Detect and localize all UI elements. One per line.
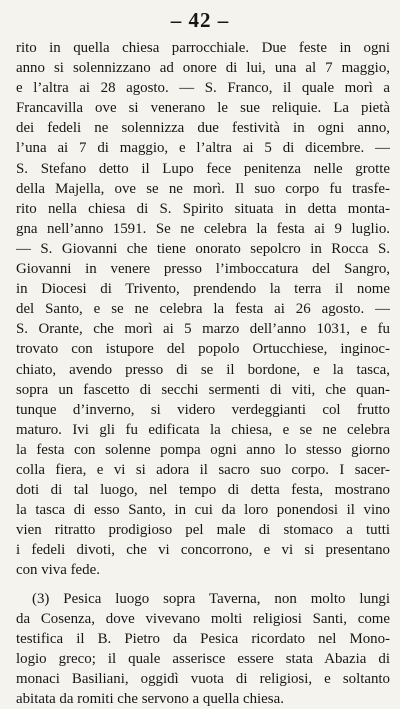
text-line: l’una ai 7 di maggio, e l’altra ai 5 di dicembre. — (16, 140, 390, 157)
paragraph-2 (16, 589, 390, 709)
text-line: la tasca di esso Santo, in cui da loro ponendosi il vino (16, 502, 390, 519)
text-line: logio greco; il quale asserisce essere stata Abazia di (16, 650, 390, 667)
text-line: Francavilla ove si venerano le sue reliquie. La pietà (16, 100, 390, 117)
paragraph-gap (16, 581, 390, 589)
text-line: e l’altra ai 28 agosto. — S. Franco, il quale morì a (16, 80, 390, 97)
text-line: gna nell’anno 1591. Se ne celebra la festa ai 9 luglio. (16, 220, 390, 237)
text-line: S. Orante, che morì ai 5 marzo dell’anno 1031, e fu (16, 321, 390, 338)
page-number: – 42 – (170, 8, 230, 32)
text-line: chiato, avendo presso di se il bordone, e la tasca, (16, 361, 390, 378)
text-line: dei fedeli ne solennizza due festività in ogni anno, (16, 120, 390, 137)
text-line: tunque d’inverno, si videro verdeggianti col frutto (16, 401, 390, 418)
text-line: maturo. Ivi gli fu edificata la chiesa, e se ne celebra (16, 421, 390, 438)
text-line: in Diocesi di Trivento, prendendo la terra il nome (16, 281, 390, 298)
text-line: anno si solennizzano ad onore di lui, una al 7 maggio, (16, 60, 390, 77)
text-line: doti di tal luogo, nel tempo di detta festa, mostrano (16, 482, 390, 499)
text-line: abitata da romiti che servono a quella chiesa. (16, 691, 284, 707)
text-line: (3) Pesica luogo sopra Taverna, non molto lungi (32, 590, 390, 607)
text-line: Giovanni in venere presso l’imboccatura del Sangro, (16, 261, 390, 278)
text-line: rito in quella chiesa parrocchiale. Due feste in ogni (16, 40, 390, 56)
text-line: rito nella chiesa di S. Spirito situata in detta monta- (16, 200, 390, 217)
paragraph-1 (16, 38, 390, 581)
text-line: monaci Basiliani, oggidì vuota di religiosi, e soltanto (16, 670, 390, 687)
text-line: — S. Giovanni che tiene onorato sepolcro in Rocca S. (16, 240, 390, 257)
text-line: colla fiera, e vi si adora il sacro suo corpo. I sacer- (16, 461, 390, 478)
text-line: i fedeli divoti, che vi concorrono, e vi si presentano (16, 542, 390, 559)
page-body (16, 38, 390, 709)
text-line: testifica il B. Pietro da Pesica ricordato nel Mono- (16, 630, 390, 647)
text-line: sopra un fascetto di secchi sermenti di viti, che quan- (16, 381, 390, 398)
text-line: vien ritratto prodigioso pel male di stomaco a tutti (16, 522, 390, 539)
text-line: S. Stefano detto il Lupo fece penitenza nelle grotte (16, 160, 390, 177)
text-line: del Santo, e se ne celebra la festa ai 26 agosto. — (16, 301, 390, 318)
text-line: della Majella, ove se ne morì. Il suo corpo fu trasfe- (16, 180, 390, 197)
text-line: trovato con istupore del popolo Ortucchiese, inginoc- (16, 341, 390, 358)
text-line: da Cosenza, dove vivevano molti religiosi Santi, come (16, 610, 390, 627)
text-line: con viva fede. (16, 562, 100, 579)
text-line: la festa con solenne pompa ogni anno lo stesso giorno (16, 441, 390, 458)
